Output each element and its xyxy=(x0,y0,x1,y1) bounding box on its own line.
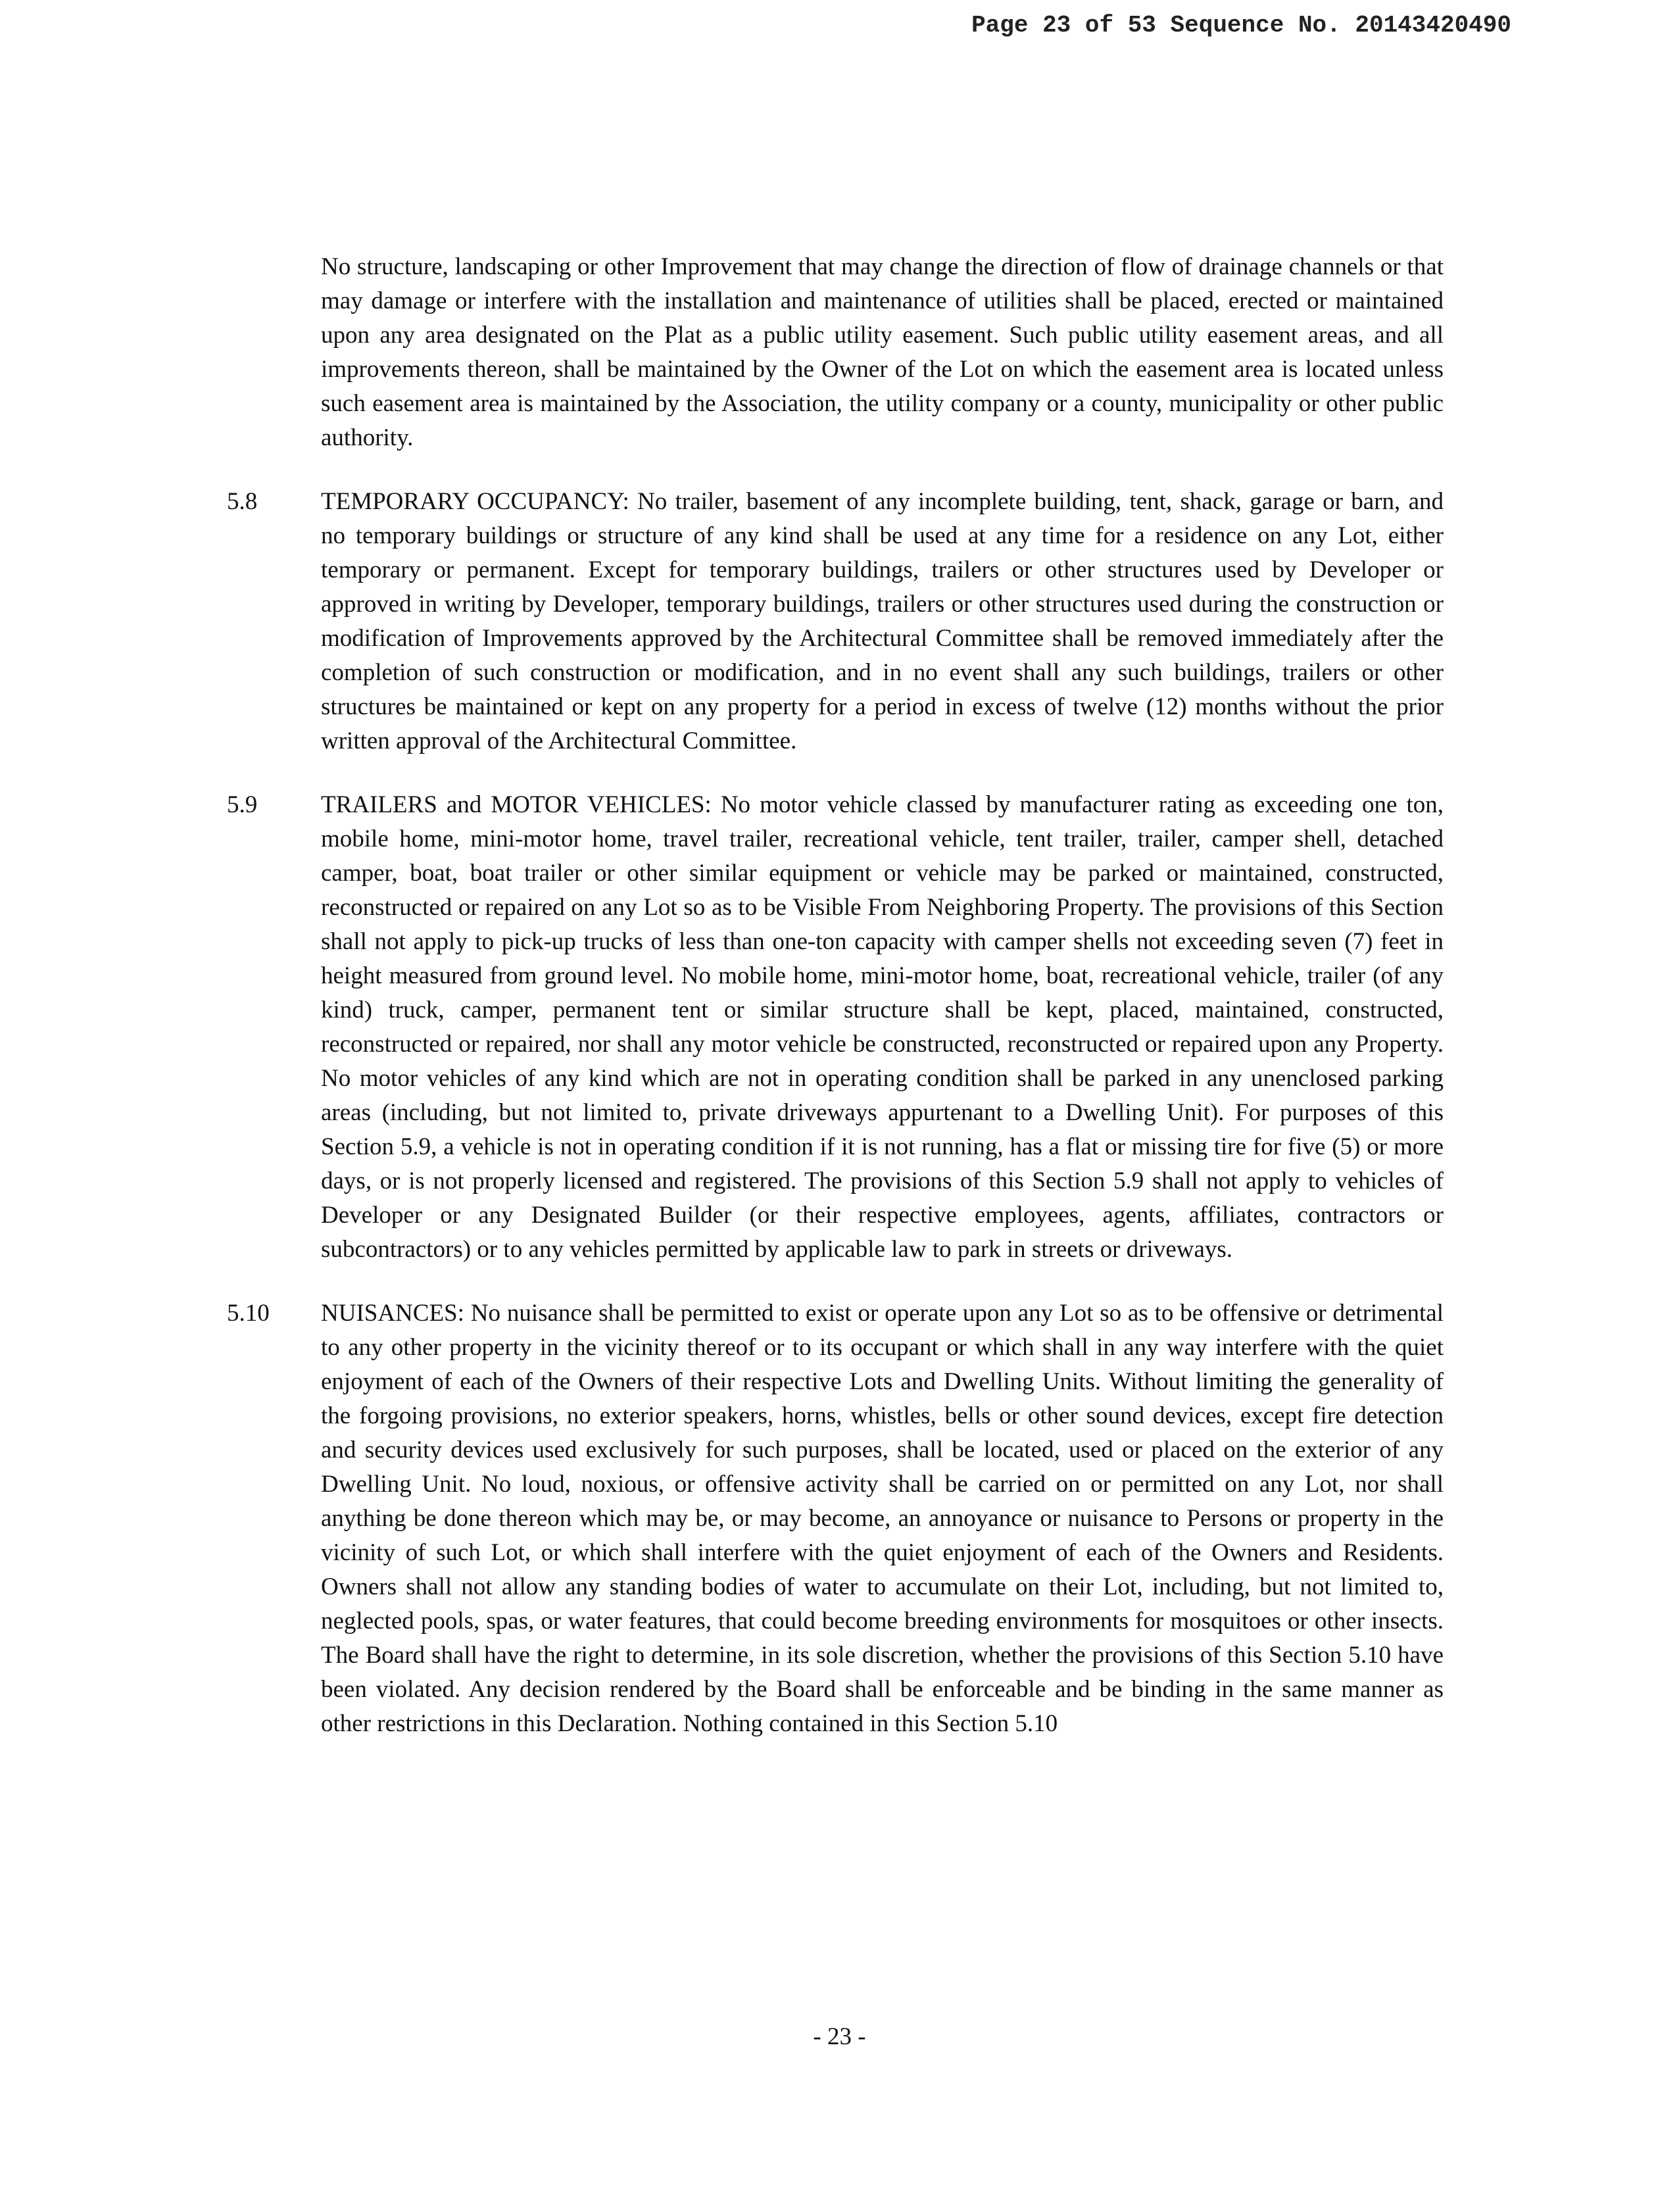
section-number: 5.9 xyxy=(227,791,258,818)
section-5-8 xyxy=(227,485,1444,758)
section-number: 5.8 xyxy=(227,488,258,515)
section-text: NUISANCES: No nuisance shall be permitted to exist or operate upon any Lot so as to be offensive or detrimental to any other property in the vicinity thereof or to its occupant or which shall in any way interfere with the quiet enjoyment of each of the Owners of their respective Lots and Dwelling Units. Without limiting the generality of the forgoing provisions, no exterior speakers, horns, whistles, bells or other sound devices, except fire detection and security devices used exclusively for such purposes, shall be located, used or placed on the exterior of any Dwelling Unit. No loud, noxious, or offensive activity shall be carried on or permitted on any Lot, nor shall anything be done thereon which may be, or may become, an annoyance or nuisance to Persons or property in the vicinity of such Lot, or which shall interfere with the quiet enjoyment of each of the Owners and Residents. Owners shall not allow any standing bodies of water to accumulate on their Lot, including, but not limited to, neglected pools, spas, or water features, that could become breeding environments for mosquitoes or other insects. The Board shall have the right to determine, in its sole discretion, whether the provisions of this Section 5.10 have been violated. Any decision rendered by the Board shall be enforceable and be binding in the same manner as other restrictions in this Declaration. Nothing contained in this Section 5.10 xyxy=(321,1300,1444,1737)
page-number-footer: - 23 - xyxy=(813,2023,866,2050)
page-sequence-header: Page 23 of 53 Sequence No. 20143420490 xyxy=(971,12,1511,39)
section-number: 5.10 xyxy=(227,1300,270,1327)
intro-paragraph: No structure, landscaping or other Improvement that may change the direction of flow of drainage channels or that may damage or interfere with the installation and maintenance of utilities shall be placed, erected or maintained upon any area designated on the Plat as a public utility easement. Such public utility easement areas, and all improvements thereon, shall be maintained by the Owner of the Lot on which the easement area is located unless such easement area is maintained by the Association, the utility company or a county, municipality or other public authority. xyxy=(321,253,1444,451)
document-body xyxy=(227,250,1444,1771)
section-text: TRAILERS and MOTOR VEHICLES: No motor vehicle classed by manufacturer rating as exceeding one ton, mobile home, mini-motor home, travel trailer, recreational vehicle, tent trailer, trailer, camper shell, detached camper, boat, boat trailer or other similar equipment or vehicle may be parked or maintained, constructed, reconstructed or repaired on any Lot so as to be Visible From Neighboring Property. The provisions of this Section shall not apply to pick-up trucks of less than one-ton capacity with camper shells not exceeding seven (7) feet in height measured from ground level. No mobile home, mini-motor home, boat, recreational vehicle, trailer (of any kind) truck, camper, permanent tent or similar structure shall be kept, placed, maintained, constructed, reconstructed or repaired, nor shall any motor vehicle be constructed, reconstructed or repaired upon any Property. No motor vehicles of any kind which are not in operating condition shall be parked in any unenclosed parking areas (including, but not limited to, private driveways appurtenant to a Dwelling Unit). For purposes of this Section 5.9, a vehicle is not in operating condition if it is not running, has a flat or missing tire for five (5) or more days, or is not properly licensed and registered. The provisions of this Section 5.9 shall not apply to vehicles of Developer or any Designated Builder (or their respective employees, agents, affiliates, contractors or subcontractors) or to any vehicles permitted by applicable law to park in streets or driveways. xyxy=(321,791,1444,1263)
section-5-9 xyxy=(227,788,1444,1267)
section-text: TEMPORARY OCCUPANCY: No trailer, basement of any incomplete building, tent, shack, garage or barn, and no temporary buildings or structure of any kind shall be used at any time for a residence on any Lot, either temporary or permanent. Except for temporary buildings, trailers or other structures used by Developer or approved in writing by Developer, temporary buildings, trailers or other structures used during the construction or modification of Improvements approved by the Architectural Committee shall be removed immediately after the completion of such construction or modification, and in no event shall any such buildings, trailers or other structures be maintained or kept on any property for a period in excess of twelve (12) months without the prior written approval of the Architectural Committee. xyxy=(321,488,1444,754)
section-5-10 xyxy=(227,1296,1444,1741)
